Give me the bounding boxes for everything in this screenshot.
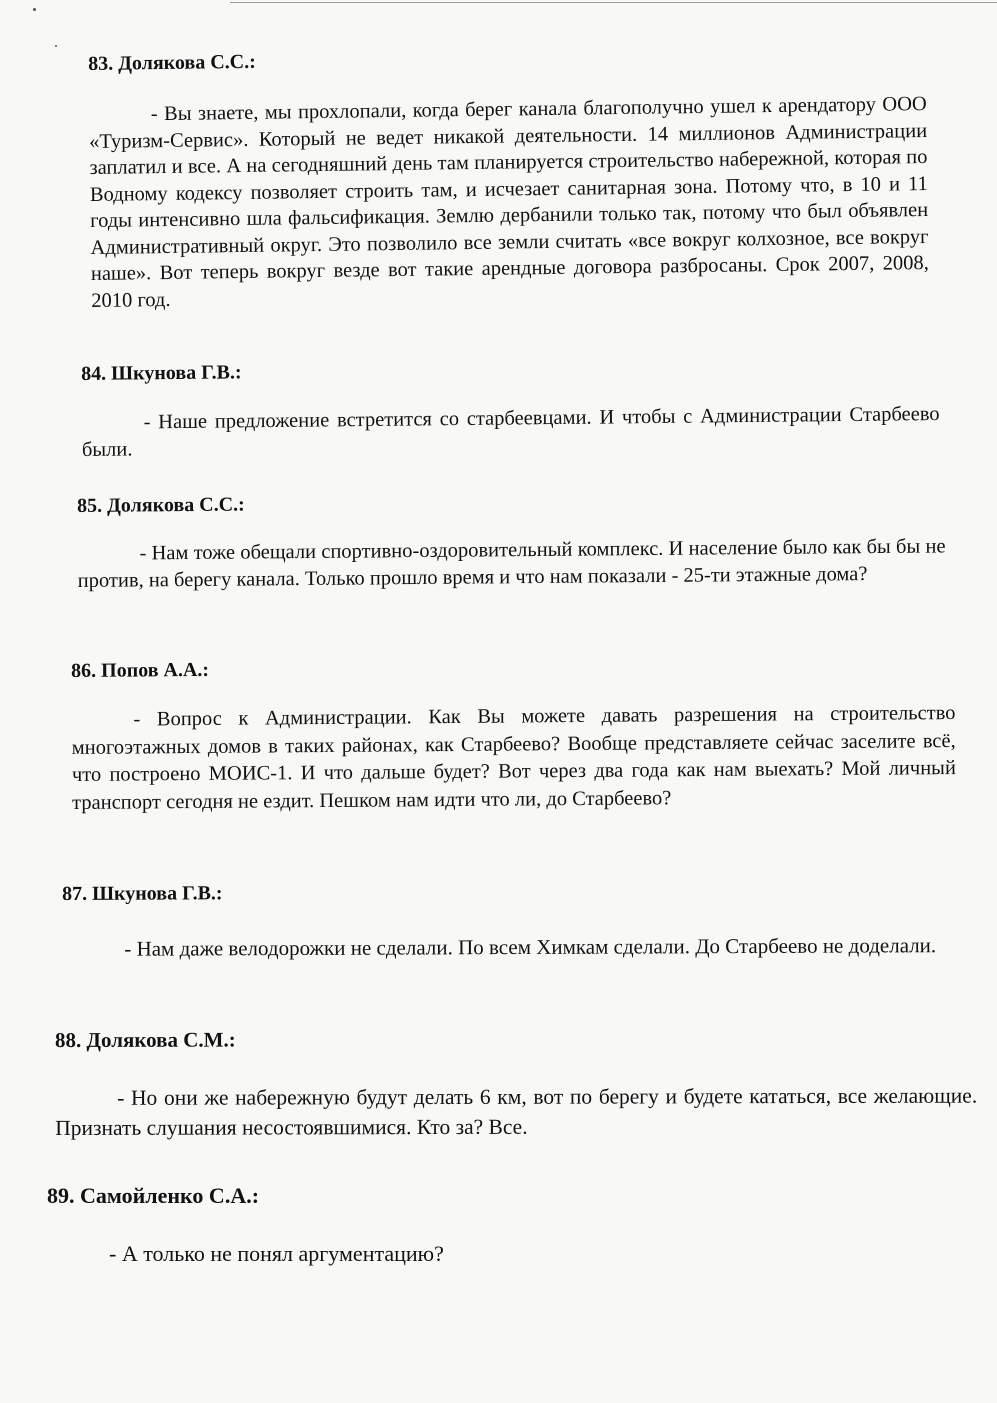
speaker-name: 89. Самойленко С.А.: [47, 1183, 260, 1208]
speaker-name: 87. Шкунова Г.В.: [62, 882, 223, 905]
speaker-name: 83. Долякова С.С.: [88, 50, 256, 75]
speech-text: - Наше предложение встретится со старбеевцами. И чтобы с Администрации Старбеево были. [81, 403, 940, 461]
transcript-entry-87 [62, 878, 968, 962]
speech-text: - Но они же набережную будут делать 6 км, вот по берегу и будете кататься, все желающие. Признать слушания несостоявшимися. Кто за? Все. [55, 1083, 978, 1140]
transcript-entry-89 [47, 1184, 967, 1268]
speech-text: - А только не понял аргументацию? [109, 1241, 444, 1266]
transcript-entry-86 [71, 652, 956, 817]
scan-edge-line [230, 2, 997, 3]
speaker-name: 86. Попов А.А.: [71, 658, 210, 682]
speech-text: - Нам даже велодорожки не сделали. По всем Химкам сделали. До Старбеево не доделали. [124, 933, 937, 961]
speaker-name: 88. Долякова С.М.: [55, 1027, 236, 1052]
transcript-entry-85 [77, 486, 946, 594]
transcript-entry-84 [81, 353, 940, 463]
scan-speck [33, 8, 36, 11]
speech-text: - Нам тоже обещали спортивно-оздоровительный комплекс. И население было как бы бы не против, на берегу канала. Только прошло время и что нам показали - 25-ти этажные дома? [77, 535, 946, 592]
speech-text: - Вы знаете, мы прохлопали, когда берег канала благополучно ушел к арендатору ООО «Туризм-Сервис». Который не ведет никакой деятельности. 14 миллионов Администрации заплатил и все. А на сегодняшний день там планируется строительство набережной, которая по Водному кодексу позволяет строить там, и исчезает санитарная зона. Потому что, в 10 и 11 годы интенсивно шла фальсификация. Землю дербанили только так, потому что был объявлен Административный округ. Это позволило все земли считать «все вокруг колхозное, все вокруг наше». Вот теперь вокруг везде вот такие арендные договора разбросаны. Срок 2007, 2008, 2010 год. [89, 93, 929, 312]
transcript-entry-88 [55, 1026, 977, 1143]
scan-speck [55, 45, 57, 47]
speaker-name: 84. Шкунова Г.В.: [81, 361, 242, 385]
speech-text: - Вопрос к Администрации. Как Вы можете давать разрешения на строительство многоэтажных домов в таких районах, как Старбеево? Вообще представляете сейчас заселите всё, что построено МОИС-1. И что дальше будет? Вот через два года как нам выехать? Мой личный транспорт сегодня не ездит. Пешком нам идти что ли, до Старбеево? [71, 702, 956, 814]
speaker-name: 85. Долякова С.С.: [77, 493, 245, 517]
transcript-entry-83 [88, 41, 929, 314]
